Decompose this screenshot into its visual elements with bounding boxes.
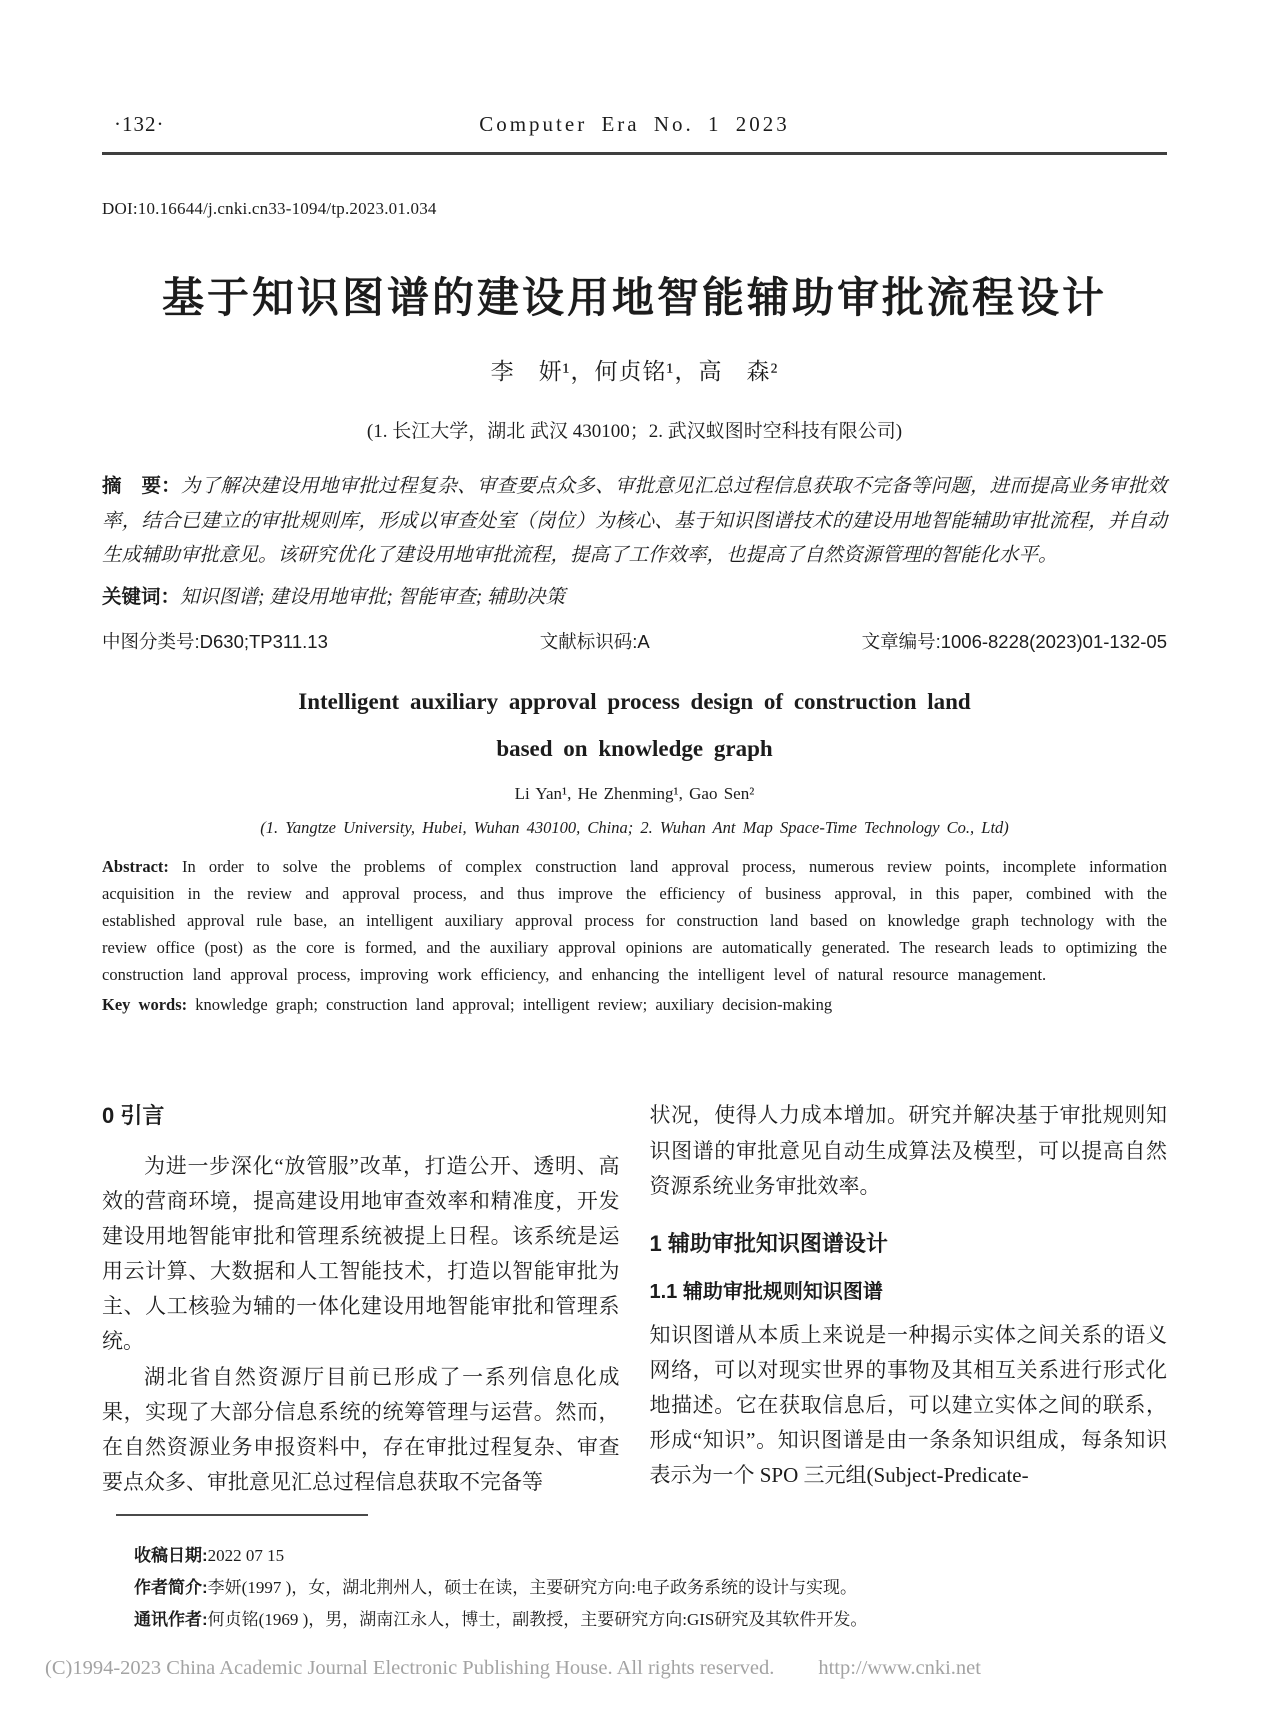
section-heading-1: 1 辅助审批知识图谱设计	[649, 1230, 888, 1256]
abstract-en-text: In order to solve the problems of complex construction land approval process, numerous review points, incomplete information acquisition in the review and approval process, and thus improve the efficiency of business approval, in this paper, combined with the established approval rule base, an intelligent auxiliary approval process for construction land based on knowledge graph technology with the review office (post) as the core is formed, and the auxiliary approval opinions are automatically generated. The research leads to optimizing the construction land approval process, improving work efficiency, and enhancing the intelligent level of natural resource management.	[102, 857, 1167, 984]
section-heading-0: 0 引言	[102, 1103, 165, 1129]
paragraph: 知识图谱从本质上来说是一种揭示实体之间关系的语义网络，可以对现实世界的事物及其相互关系进行形式化地描述。它在获取信息后，可以建立实体之间的联系，形成“知识”。知识图谱是由一条条知识组成，每条知识表示为一个 SPO 三元组(Subject-Predicate-	[649, 1322, 1167, 1487]
footnote-received-label: 收稿日期:	[134, 1545, 208, 1565]
article-title-en-line1: Intelligent auxiliary approval process design of construction land	[298, 688, 971, 714]
paragraph: 状况，使得人力成本增加。研究并解决基于审批规则知识图谱的审批意见自动生成算法及模型，可以提高自然资源系统业务审批效率。	[649, 1103, 1167, 1198]
right-column	[650, 1098, 1168, 1499]
body-columns	[102, 1098, 1167, 1499]
paragraph: 湖北省自然资源厅目前已形成了一系列信息化成果，实现了大部分信息系统的统筹管理与运营。然而，在自然资源业务申报资料中，存在审批过程复杂、审查要点众多、审批意见汇总过程信息获取不完备等	[102, 1364, 620, 1494]
keywords-cn-text: 知识图谱; 建设用地审批; 智能审查; 辅助决策	[180, 587, 566, 609]
page-header	[102, 112, 1167, 142]
document-code: 文献标识码:A	[539, 630, 650, 652]
article-title-cn: 基于知识图谱的建设用地智能辅助审批流程设计	[161, 274, 1107, 321]
copyright-text: (C)1994-2023 China Academic Journal Electronic Publishing House. All rights reserved.	[45, 1657, 775, 1679]
authors-en: Li Yan¹, He Zhenming¹, Gao Sen²	[514, 784, 755, 804]
doi-line: DOI:10.16644/j.cnki.cn33-1094/tp.2023.01.034	[102, 199, 437, 218]
header-divider	[102, 152, 1167, 155]
keywords-en-text: knowledge graph; construction land approval; intelligent review; auxiliary decision-making	[195, 994, 833, 1014]
footnote-corresponding-label: 通讯作者:	[134, 1610, 208, 1630]
footnote-received-text: 2022 07 15	[207, 1545, 285, 1565]
journal-title: Computer Era No. 1 2023	[479, 112, 790, 136]
affiliation-en: (1. Yangtze University, Hubei, Wuhan 430100, China; 2. Wuhan Ant Map Space-Time Technology Co., Ltd)	[260, 818, 1009, 838]
abstract-en-label: Abstract:	[102, 857, 169, 877]
footnote-bio	[134, 1572, 1167, 1604]
subsection-heading-1-1: 1.1 辅助审批规则知识图谱	[649, 1281, 883, 1304]
abstract-cn-label: 摘 要：	[102, 475, 181, 497]
article-id: 文章编号:1006-8228(2023)01-132-05	[861, 630, 1167, 652]
cnki-footer	[45, 1657, 1224, 1680]
footnote-corresponding	[134, 1604, 1167, 1636]
abstract-cn-text: 为了解决建设用地审批过程复杂、审查要点众多、审批意见汇总过程信息获取不完备等问题，进而提高业务审批效率，结合已建立的审批规则库，形成以审查处室（岗位）为核心、基于知识图谱技术的建设用地智能辅助审批流程，并自动生成辅助审批意见。该研究优化了建设用地审批流程，提高了工作效率，也提高了自然资源管理的智能化水平。	[102, 476, 1167, 567]
keywords-en	[102, 992, 1167, 1019]
footnote-bio-label: 作者简介:	[134, 1578, 208, 1598]
keywords-cn	[102, 580, 1167, 616]
clc-number: 中图分类号:D630;TP311.13	[102, 630, 328, 652]
footnote-received	[134, 1540, 1167, 1572]
footnotes	[134, 1540, 1167, 1637]
abstract-en	[102, 854, 1167, 988]
abstract-cn	[102, 469, 1167, 574]
meta-row	[102, 628, 1167, 654]
paragraph: 为进一步深化“放管服”改革，打造公开、透明、高效的营商环境，提高建设用地审查效率和精准度，开发建设用地智能审批和管理系统被提上日程。该系统是运用云计算、大数据和人工智能技术，打造以智能审批为主、人工核验为辅的一体化建设用地智能审批和管理系统。	[102, 1154, 620, 1354]
page-number: ·132·	[114, 112, 165, 136]
footnote-corresponding-text: 何贞铭(1969 )，男，湖南江永人，博士，副教授，主要研究方向:GIS研究及其软件开发。	[207, 1610, 868, 1630]
article-title-en-line2: based on knowledge graph	[496, 735, 773, 761]
footnote-bio-text: 李妍(1997 )，女，湖北荆州人，硕士在读，主要研究方向:电子政务系统的设计与实现。	[207, 1578, 857, 1598]
keywords-cn-label: 关键词：	[102, 586, 181, 609]
article-title-en	[102, 678, 1167, 772]
left-column	[102, 1098, 620, 1499]
cnki-url: http://www.cnki.net	[818, 1657, 981, 1679]
authors-cn: 李 妍¹，何贞铭¹，高 森²	[490, 359, 779, 384]
affiliation-cn: (1. 长江大学，湖北 武汉 430100；2. 武汉蚁图时空科技有限公司)	[366, 421, 903, 442]
keywords-en-label: Key words:	[102, 994, 188, 1014]
footnote-divider	[116, 1514, 368, 1516]
